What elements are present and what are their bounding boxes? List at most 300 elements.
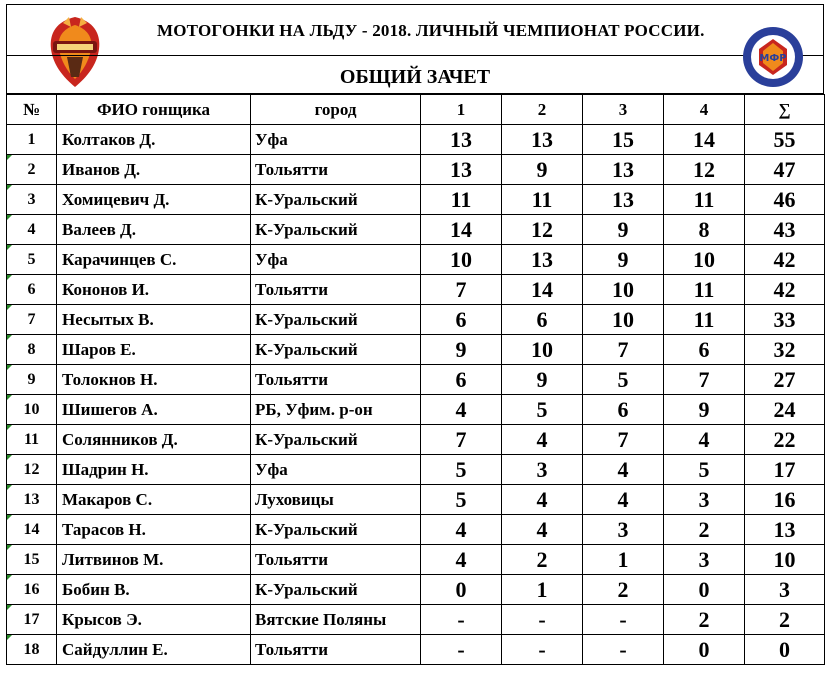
stage-3-score xyxy=(583,605,664,635)
comment-marker-icon xyxy=(7,575,12,580)
stage-1-score xyxy=(421,455,502,485)
stage-1-score-value: 5 xyxy=(455,486,467,512)
rider-name-value: Колтаков Д. xyxy=(62,129,156,149)
stage-3-score-value: 13 xyxy=(612,186,634,212)
stage-3-score xyxy=(583,365,664,395)
stage-4-score xyxy=(664,365,745,395)
stage-2-score xyxy=(502,275,583,305)
stage-3-score-value: 4 xyxy=(617,486,629,512)
rider-city-value: Тольятти xyxy=(255,369,329,389)
stage-4-score-value: 2 xyxy=(698,606,710,632)
stage-4-score-value: 9 xyxy=(698,396,710,422)
total-score-value: 3 xyxy=(779,576,790,602)
stage-2-score xyxy=(502,635,583,665)
rider-city-value: Уфа xyxy=(255,249,288,269)
total-score xyxy=(745,455,825,485)
rider-city xyxy=(251,605,421,635)
results-header xyxy=(6,4,824,94)
stage-3-score-value: 7 xyxy=(617,426,629,452)
stage-1-score xyxy=(421,155,502,185)
stage-1-score-value: 6 xyxy=(455,306,467,332)
stage-4-score xyxy=(664,545,745,575)
comment-marker-icon xyxy=(7,275,12,280)
stage-2-score xyxy=(502,305,583,335)
stage-1-score xyxy=(421,575,502,605)
comment-marker-icon xyxy=(7,605,12,610)
rider-name-value: Валеев Д. xyxy=(62,219,136,239)
rider-name xyxy=(57,155,251,185)
total-score xyxy=(745,215,825,245)
stage-1-score xyxy=(421,185,502,215)
stage-3-score-value: 2 xyxy=(617,576,629,602)
row-number xyxy=(7,485,57,515)
stage-2-score xyxy=(502,455,583,485)
table-row xyxy=(7,335,825,365)
rider-city xyxy=(251,365,421,395)
comment-marker-icon xyxy=(7,635,12,640)
stage-3-score xyxy=(583,185,664,215)
stage-1-score xyxy=(421,515,502,545)
rider-city-value: Уфа xyxy=(255,129,288,149)
rider-name-value: Бобин В. xyxy=(62,579,130,599)
col-number: № xyxy=(7,95,57,125)
rider-name-value: Толокнов Н. xyxy=(62,369,158,389)
stage-2-score xyxy=(502,395,583,425)
rider-name-value: Солянников Д. xyxy=(62,429,178,449)
rider-city xyxy=(251,635,421,665)
stage-1-score xyxy=(421,605,502,635)
stage-4-score-value: 3 xyxy=(698,546,710,572)
stage-2-score xyxy=(502,125,583,155)
rider-name-value: Несытых В. xyxy=(62,309,154,329)
stage-2-score-value: 9 xyxy=(536,156,548,182)
row-number xyxy=(7,275,57,305)
stage-1-score-value: 14 xyxy=(450,216,472,242)
rider-city-value: К-Уральский xyxy=(255,429,358,449)
rider-name-value: Карачинцев С. xyxy=(62,249,177,269)
rider-name xyxy=(57,605,251,635)
stage-1-score xyxy=(421,485,502,515)
col-stage-2: 2 xyxy=(502,95,583,125)
rider-city xyxy=(251,275,421,305)
row-number-value: 17 xyxy=(23,610,40,628)
stage-2-score-value: 6 xyxy=(536,306,548,332)
total-score xyxy=(745,605,825,635)
stage-4-score-value: 12 xyxy=(693,156,715,182)
rider-name-value: Шишегов А. xyxy=(62,399,158,419)
comment-marker-icon xyxy=(7,515,12,520)
rider-name-value: Макаров С. xyxy=(62,489,153,509)
stage-2-score-value: 3 xyxy=(536,456,548,482)
row-number xyxy=(7,245,57,275)
table-row xyxy=(7,455,825,485)
stage-2-score-value: 4 xyxy=(536,426,548,452)
stage-3-score-value: - xyxy=(619,606,627,632)
stage-4-score-value: 6 xyxy=(698,336,710,362)
rider-city xyxy=(251,485,421,515)
stage-2-score xyxy=(502,575,583,605)
comment-marker-icon xyxy=(7,185,12,190)
stage-4-score xyxy=(664,215,745,245)
total-score-value: 2 xyxy=(779,606,790,632)
stage-3-score xyxy=(583,425,664,455)
row-number-value: 16 xyxy=(23,580,40,598)
stage-2-score-value: 13 xyxy=(531,126,553,152)
rider-name-value: Крысов Э. xyxy=(62,609,142,629)
total-score-value: 13 xyxy=(773,516,796,542)
table-row xyxy=(7,185,825,215)
stage-3-score xyxy=(583,395,664,425)
total-score xyxy=(745,125,825,155)
stage-2-score xyxy=(502,215,583,245)
rider-city-value: Тольятти xyxy=(255,639,329,659)
total-score-value: 43 xyxy=(773,216,796,242)
rider-name xyxy=(57,515,251,545)
stage-1-score-value: 7 xyxy=(455,426,467,452)
table-row xyxy=(7,245,825,275)
row-number xyxy=(7,605,57,635)
row-number-value: 14 xyxy=(23,520,40,538)
stage-4-score xyxy=(664,335,745,365)
rider-name xyxy=(57,185,251,215)
rider-city-value: К-Уральский xyxy=(255,519,358,539)
stage-3-score xyxy=(583,305,664,335)
total-score-value: 17 xyxy=(773,456,796,482)
stage-4-score xyxy=(664,455,745,485)
rider-name xyxy=(57,305,251,335)
total-score xyxy=(745,545,825,575)
stage-2-score-value: 9 xyxy=(536,366,548,392)
stage-1-score-value: 11 xyxy=(450,186,472,212)
svg-text:МФР: МФР xyxy=(759,53,787,64)
stage-3-score xyxy=(583,275,664,305)
stage-4-score xyxy=(664,395,745,425)
comment-marker-icon xyxy=(7,245,12,250)
table-row xyxy=(7,155,825,185)
rider-city-value: Луховицы xyxy=(255,489,334,509)
row-number-value: 4 xyxy=(27,220,36,238)
stage-1-score-value: 9 xyxy=(455,336,467,362)
results-sheet xyxy=(6,4,824,683)
col-stage-4: 4 xyxy=(664,95,745,125)
stage-4-score xyxy=(664,305,745,335)
row-number-value: 9 xyxy=(27,370,36,388)
stage-1-score-value: 4 xyxy=(455,516,467,542)
stage-2-score-value: 1 xyxy=(536,576,548,602)
stage-1-score xyxy=(421,215,502,245)
table-row xyxy=(7,635,825,665)
rider-name-value: Иванов Д. xyxy=(62,159,141,179)
stage-3-score-value: 15 xyxy=(612,126,634,152)
rider-city-value: К-Уральский xyxy=(255,309,358,329)
comment-marker-icon xyxy=(7,425,12,430)
rider-city xyxy=(251,125,421,155)
stage-3-score-value: 10 xyxy=(612,276,634,302)
stage-4-score-value: 3 xyxy=(698,486,710,512)
stage-3-score-value: 10 xyxy=(612,306,634,332)
stage-3-score xyxy=(583,155,664,185)
table-row xyxy=(7,275,825,305)
rider-city-value: Тольятти xyxy=(255,549,329,569)
stage-2-score xyxy=(502,605,583,635)
stage-2-score-value: 13 xyxy=(531,246,553,272)
stage-4-score-value: 5 xyxy=(698,456,710,482)
stage-1-score-value: 13 xyxy=(450,126,472,152)
stage-1-score xyxy=(421,635,502,665)
row-number-value: 6 xyxy=(27,280,36,298)
row-number-value: 13 xyxy=(23,490,40,508)
rider-city-value: К-Уральский xyxy=(255,189,358,209)
total-score xyxy=(745,305,825,335)
standings-subtitle: ОБЩИЙ ЗАЧЕТ xyxy=(339,66,491,88)
rider-name xyxy=(57,425,251,455)
rider-city xyxy=(251,395,421,425)
col-stage-1: 1 xyxy=(421,95,502,125)
stage-1-score xyxy=(421,275,502,305)
row-number xyxy=(7,305,57,335)
total-score-value: 42 xyxy=(773,276,796,302)
header-divider xyxy=(7,55,823,56)
stage-1-score-value: 4 xyxy=(455,396,467,422)
stage-4-score xyxy=(664,515,745,545)
rider-name-value: Шаров Е. xyxy=(62,339,136,359)
row-number xyxy=(7,335,57,365)
championship-title: МОТОГОНКИ НА ЛЬДУ - 2018. ЛИЧНЫЙ ЧЕМПИОНАТ РОССИИ. xyxy=(157,21,705,40)
row-number xyxy=(7,185,57,215)
row-number-value: 18 xyxy=(23,640,40,658)
row-number xyxy=(7,215,57,245)
rider-name xyxy=(57,365,251,395)
rider-name xyxy=(57,215,251,245)
row-number xyxy=(7,125,57,155)
stage-2-score-value: 5 xyxy=(536,396,548,422)
rider-name xyxy=(57,545,251,575)
stage-2-score-value: 4 xyxy=(536,486,548,512)
rider-name-value: Кононов И. xyxy=(62,279,150,299)
row-number xyxy=(7,455,57,485)
stage-3-score-value: - xyxy=(619,636,627,662)
stage-2-score xyxy=(502,425,583,455)
total-score xyxy=(745,575,825,605)
rider-city-value: Тольятти xyxy=(255,159,329,179)
stage-4-score xyxy=(664,125,745,155)
stage-1-score-value: 13 xyxy=(450,156,472,182)
rider-city-value: Вятские Поляны xyxy=(255,609,387,629)
rider-city-value: Тольятти xyxy=(255,279,329,299)
rider-name-value: Хомицевич Д. xyxy=(62,189,170,209)
stage-2-score-value: - xyxy=(538,606,546,632)
stage-4-score xyxy=(664,425,745,455)
total-score xyxy=(745,245,825,275)
stage-3-score xyxy=(583,635,664,665)
total-score-value: 27 xyxy=(773,366,796,392)
table-row xyxy=(7,305,825,335)
rider-name-value: Литвинов М. xyxy=(62,549,164,569)
stage-1-score xyxy=(421,545,502,575)
col-city: город xyxy=(251,95,421,125)
stage-4-score xyxy=(664,575,745,605)
total-score-value: 22 xyxy=(773,426,796,452)
stage-4-score-value: 7 xyxy=(698,366,710,392)
stage-4-score-value: 11 xyxy=(693,276,715,302)
stage-4-score-value: 0 xyxy=(698,576,710,602)
rider-name-value: Тарасов Н. xyxy=(62,519,146,539)
row-number-value: 12 xyxy=(23,460,40,478)
rider-name xyxy=(57,635,251,665)
comment-marker-icon xyxy=(7,395,12,400)
rider-city xyxy=(251,575,421,605)
stage-3-score xyxy=(583,515,664,545)
table-row xyxy=(7,215,825,245)
row-number-value: 15 xyxy=(23,550,40,568)
stage-3-score xyxy=(583,125,664,155)
row-number-value: 10 xyxy=(23,400,40,418)
total-score xyxy=(745,185,825,215)
table-row xyxy=(7,395,825,425)
stage-3-score xyxy=(583,335,664,365)
table-header-row xyxy=(7,95,825,125)
stage-1-score xyxy=(421,125,502,155)
total-score xyxy=(745,365,825,395)
row-number xyxy=(7,515,57,545)
comment-marker-icon xyxy=(7,365,12,370)
stage-3-score xyxy=(583,545,664,575)
table-row xyxy=(7,425,825,455)
comment-marker-icon xyxy=(7,215,12,220)
total-score-value: 32 xyxy=(773,336,796,362)
rider-name-value: Шадрин Н. xyxy=(62,459,149,479)
stage-4-score xyxy=(664,275,745,305)
stage-2-score-value: 12 xyxy=(531,216,553,242)
stage-2-score xyxy=(502,245,583,275)
rider-city-value: Уфа xyxy=(255,459,288,479)
stage-1-score xyxy=(421,335,502,365)
total-score xyxy=(745,485,825,515)
stage-3-score-value: 9 xyxy=(617,216,629,242)
rider-city xyxy=(251,185,421,215)
row-number-value: 5 xyxy=(27,250,36,268)
stage-2-score-value: 10 xyxy=(531,336,553,362)
stage-1-score-value: 10 xyxy=(450,246,472,272)
stage-2-score xyxy=(502,545,583,575)
comment-marker-icon xyxy=(7,485,12,490)
stage-2-score xyxy=(502,515,583,545)
row-number-value: 2 xyxy=(27,160,36,178)
total-score-value: 33 xyxy=(773,306,796,332)
rider-city-value: К-Уральский xyxy=(255,219,358,239)
total-score-value: 46 xyxy=(773,186,796,212)
row-number-value: 8 xyxy=(27,340,36,358)
stage-3-score-value: 5 xyxy=(617,366,629,392)
row-number xyxy=(7,545,57,575)
total-score xyxy=(745,515,825,545)
total-score xyxy=(745,275,825,305)
stage-3-score xyxy=(583,455,664,485)
table-row xyxy=(7,125,825,155)
total-score xyxy=(745,335,825,365)
rider-city xyxy=(251,245,421,275)
rider-name xyxy=(57,395,251,425)
stage-4-score-value: 8 xyxy=(698,216,710,242)
stage-3-score xyxy=(583,245,664,275)
stage-4-score-value: 0 xyxy=(698,636,710,662)
rider-city xyxy=(251,425,421,455)
stage-1-score-value: 0 xyxy=(455,576,467,602)
stage-2-score xyxy=(502,155,583,185)
stage-4-score xyxy=(664,155,745,185)
rider-city xyxy=(251,515,421,545)
rider-name xyxy=(57,485,251,515)
stage-3-score-value: 6 xyxy=(617,396,629,422)
stage-4-score-value: 10 xyxy=(693,246,715,272)
stage-1-score-value: 7 xyxy=(455,276,467,302)
stage-2-score-value: 2 xyxy=(536,546,548,572)
stage-1-score xyxy=(421,425,502,455)
total-score xyxy=(745,155,825,185)
comment-marker-icon xyxy=(7,155,12,160)
row-number xyxy=(7,395,57,425)
stage-1-score-value: 5 xyxy=(455,456,467,482)
stage-2-score xyxy=(502,185,583,215)
stage-4-score xyxy=(664,485,745,515)
row-number xyxy=(7,365,57,395)
stage-2-score-value: 11 xyxy=(531,186,553,212)
stage-2-score-value: - xyxy=(538,636,546,662)
stage-1-score-value: 6 xyxy=(455,366,467,392)
rider-city xyxy=(251,335,421,365)
rider-city-value: К-Уральский xyxy=(255,579,358,599)
stage-3-score-value: 7 xyxy=(617,336,629,362)
comment-marker-icon xyxy=(7,335,12,340)
mfr-federation-logo xyxy=(741,25,805,89)
stage-3-score xyxy=(583,215,664,245)
stage-3-score-value: 1 xyxy=(617,546,629,572)
stage-1-score-value: 4 xyxy=(455,546,467,572)
row-number xyxy=(7,575,57,605)
rider-name xyxy=(57,335,251,365)
stage-3-score xyxy=(583,485,664,515)
table-row xyxy=(7,485,825,515)
stage-2-score xyxy=(502,485,583,515)
total-score-value: 10 xyxy=(773,546,796,572)
col-rider-name: ФИО гонщика xyxy=(57,95,251,125)
stage-4-score xyxy=(664,245,745,275)
total-score-value: 55 xyxy=(773,126,796,152)
stage-4-score xyxy=(664,635,745,665)
row-number-value: 3 xyxy=(27,190,36,208)
total-score-value: 47 xyxy=(773,156,796,182)
row-number-value: 1 xyxy=(27,130,36,148)
col-stage-3: 3 xyxy=(583,95,664,125)
stage-1-score xyxy=(421,245,502,275)
table-row xyxy=(7,515,825,545)
total-score xyxy=(745,635,825,665)
stage-4-score-value: 14 xyxy=(693,126,715,152)
rider-city xyxy=(251,545,421,575)
rider-city-value: РБ, Уфим. р-он xyxy=(255,399,373,419)
comment-marker-icon xyxy=(7,305,12,310)
stage-4-score-value: 11 xyxy=(693,186,715,212)
row-number-value: 11 xyxy=(23,430,40,448)
table-row xyxy=(7,365,825,395)
stage-4-score xyxy=(664,605,745,635)
total-score-value: 0 xyxy=(779,636,790,662)
stage-4-score-value: 2 xyxy=(698,516,710,542)
stage-1-score xyxy=(421,365,502,395)
total-score xyxy=(745,425,825,455)
rider-city xyxy=(251,305,421,335)
stage-3-score xyxy=(583,575,664,605)
